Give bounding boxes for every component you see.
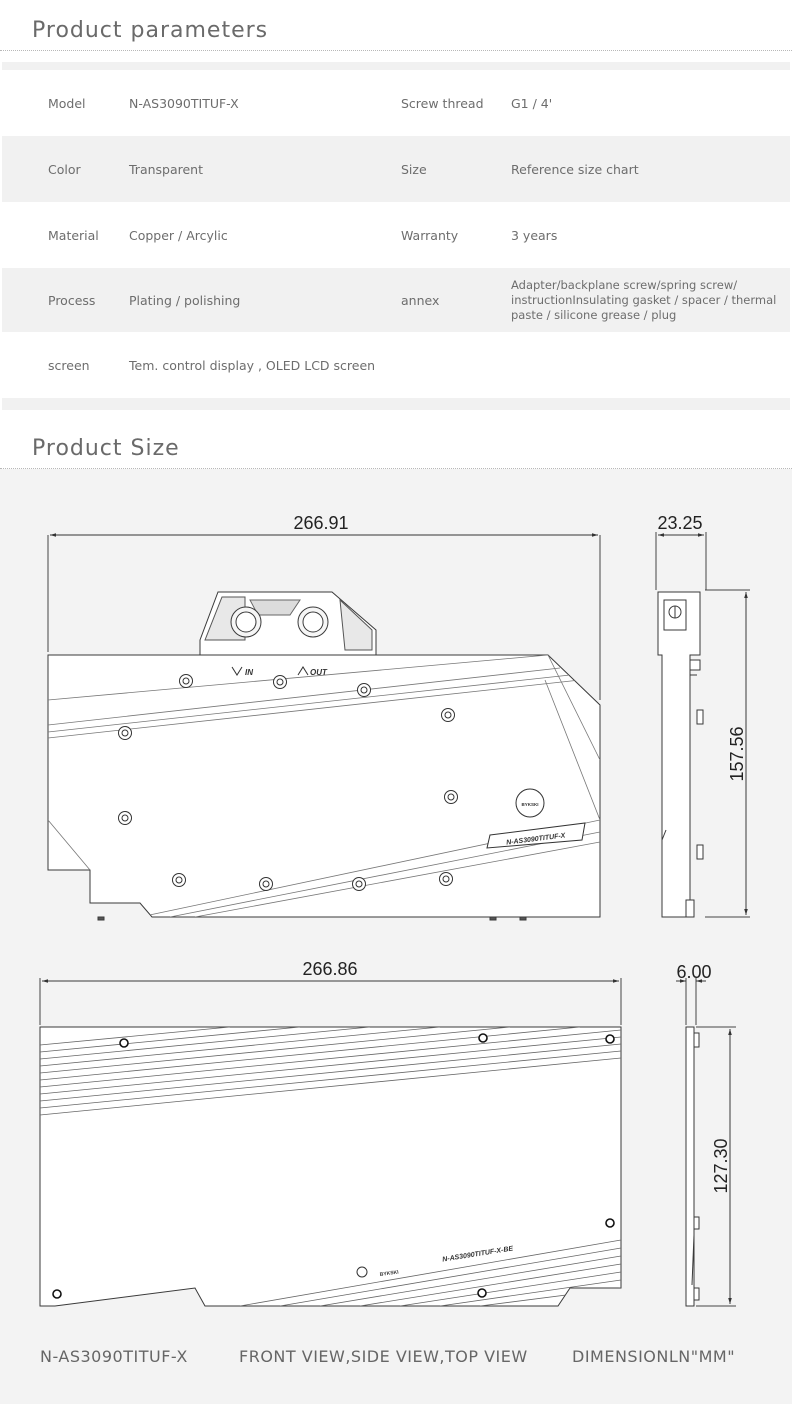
back-brand-logo: BYKSKI (379, 1269, 400, 1278)
param-label: screen (48, 357, 90, 373)
out-label: OUT (310, 668, 327, 677)
front-brand-logo: BYKSKI (521, 802, 539, 807)
front-width-dimension: 266.91 (293, 513, 349, 533)
side-view-front (656, 532, 750, 917)
back-model-tag: N-AS3090TITUF-X-BE (441, 1245, 514, 1264)
in-label: IN (245, 668, 253, 677)
param-value: 3 years (511, 227, 558, 243)
param-value: Transparent (129, 161, 204, 177)
param-value: Tem. control display , OLED LCD screen (129, 357, 376, 373)
param-label: Color (48, 161, 81, 177)
param-label: Model (48, 95, 86, 111)
back-thickness-dimension: 6.00 (676, 962, 712, 982)
front-height-dimension: 157.56 (727, 726, 747, 782)
param-value: N-AS3090TITUF-X (129, 95, 239, 111)
param-label: annex (401, 292, 440, 308)
footer-views: FRONT VIEW,SIDE VIEW,TOP VIEW (239, 1347, 528, 1366)
param-value: Reference size chart (511, 161, 639, 177)
size-title: Product Size (32, 436, 180, 461)
param-label: Material (48, 227, 99, 243)
param-label: Process (48, 292, 96, 308)
front-view (48, 535, 600, 920)
back-brand-logo-icon (357, 1267, 367, 1277)
param-label: Screw thread (401, 95, 484, 111)
front-model-tag: N-AS3090TITUF-X (505, 832, 566, 847)
param-value: Copper / Arcylic (129, 227, 228, 243)
params-title: Product parameters (32, 18, 269, 43)
param-value-annex: Adapter/backplane screw/spring screw/ instructionInsulating gasket / spacer / thermal paste / silicone grease / plug (511, 277, 777, 322)
back-width-dimension: 266.86 (302, 959, 358, 979)
param-label: Warranty (401, 227, 459, 243)
param-value: Plating / polishing (129, 292, 241, 308)
param-label: Size (401, 161, 427, 177)
back-view (40, 978, 621, 1306)
footer-model: N-AS3090TITUF-X (40, 1347, 188, 1366)
side-thickness-dimension: 23.25 (657, 513, 703, 533)
footer-unit: DIMENSIONLN"MM" (572, 1347, 736, 1366)
param-value: G1 / 4' (511, 95, 553, 111)
back-height-dimension: 127.30 (711, 1138, 731, 1194)
